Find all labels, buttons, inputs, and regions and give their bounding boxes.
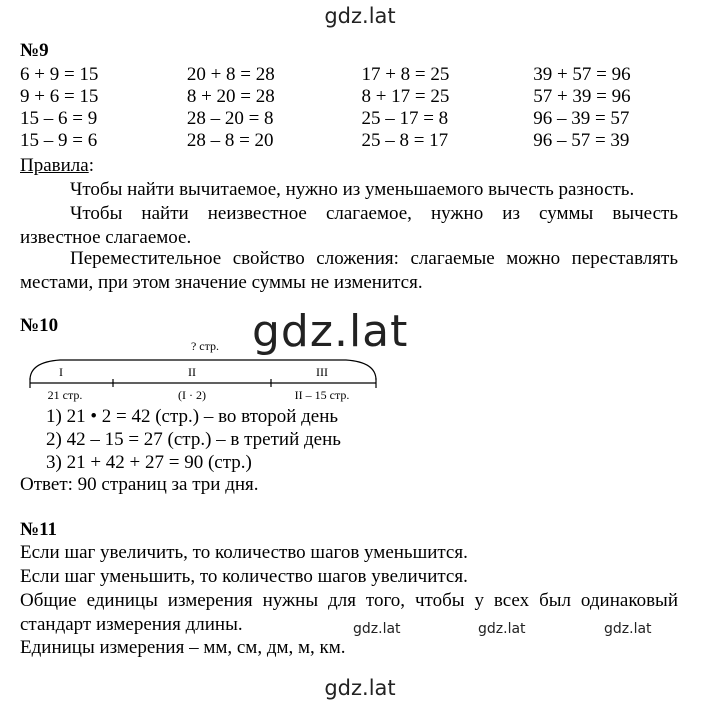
equation-row	[20, 130, 700, 152]
equation: 8 + 20 = 28	[186, 86, 275, 107]
equation: 28 – 8 = 20	[186, 130, 274, 151]
equation: 8 + 17 = 25	[361, 86, 450, 107]
equation: 57 + 39 = 96	[533, 86, 631, 107]
task11-line-5: Единицы измерения – мм, см, дм, м, км.	[20, 637, 346, 658]
equation: 28 – 20 = 8	[186, 108, 274, 129]
equation-row	[20, 108, 700, 130]
task11-line-3: Общие единицы измерения нужны для того, чтобы у всех был одинаковый	[20, 590, 678, 611]
part-label-3: III	[316, 365, 328, 379]
solution-step-3: 3) 21 + 42 + 27 = 90 (стр.)	[46, 452, 252, 473]
equation-row	[20, 86, 700, 108]
equation: 6 + 9 = 15	[20, 64, 99, 85]
rules-colon: :	[88, 155, 94, 176]
watermark-small-2: gdz.lat	[478, 621, 526, 637]
watermark-small-3: gdz.lat	[604, 621, 652, 637]
solution-step-2: 2) 42 – 15 = 27 (стр.) – в третий день	[46, 429, 341, 450]
watermark-top: gdz.lat	[324, 4, 396, 28]
watermark-middle: gdz.lat	[252, 306, 409, 357]
solution-step-1: 1) 21 • 2 = 42 (стр.) – во второй день	[46, 406, 339, 427]
rules-title: Правила	[20, 155, 89, 176]
watermark-small-1: gdz.lat	[353, 621, 401, 637]
equation: 15 – 9 = 6	[20, 130, 98, 151]
equation: 25 – 17 = 8	[361, 108, 449, 129]
task10-steps	[46, 405, 341, 474]
rule-1-line: Чтобы найти вычитаемое, нужно из уменьшаемого вычесть разность.	[70, 179, 635, 200]
equation: 96 – 57 = 39	[533, 130, 630, 151]
segment-diagram	[20, 336, 390, 408]
watermark-bottom: gdz.lat	[324, 676, 396, 700]
task11-heading: №11	[20, 519, 58, 540]
part-label-1: I	[59, 365, 63, 379]
equation: 17 + 8 = 25	[361, 64, 450, 85]
rule-2	[20, 202, 678, 250]
rule-3	[20, 247, 678, 295]
task10-heading: №10	[20, 315, 59, 336]
equation: 25 – 8 = 17	[361, 130, 449, 151]
part-value-3: II – 15 стр.	[294, 388, 350, 402]
task11-line-2: Если шаг уменьшить, то количество шагов увеличится.	[20, 566, 468, 587]
equation: 20 + 8 = 28	[186, 64, 275, 85]
diagram-total-label: ? стр.	[190, 339, 220, 353]
part-value-1: 21 стр.	[47, 388, 83, 402]
task9-heading: №9	[20, 40, 49, 61]
equation: 15 – 6 = 9	[20, 108, 98, 129]
part-label-2: II	[188, 365, 196, 379]
rule-3-line-1: Переместительное свойство сложения: слагаемые можно переставлять	[70, 248, 678, 269]
task9-equations-grid	[20, 64, 700, 152]
task11-paragraph	[20, 589, 678, 637]
rules-label	[20, 155, 94, 177]
rule-2-line-2: известное слагаемое.	[20, 227, 192, 248]
equation: 9 + 6 = 15	[20, 86, 99, 107]
equation: 96 – 39 = 57	[533, 108, 630, 129]
equation: 39 + 57 = 96	[533, 64, 631, 85]
task11-line-4: стандарт измерения длины.	[20, 614, 243, 635]
task10-answer: Ответ: 90 страниц за три дня.	[20, 474, 259, 495]
rule-1	[20, 178, 678, 202]
rule-2-line-1: Чтобы найти неизвестное слагаемое, нужно из суммы вычесть	[70, 203, 678, 224]
rule-3-line-2: местами, при этом значение суммы не изменится.	[20, 272, 423, 293]
equation-row	[20, 64, 700, 86]
task11-line-1: Если шаг увеличить, то количество шагов уменьшится.	[20, 542, 468, 563]
part-value-2: (I · 2)	[178, 388, 206, 402]
